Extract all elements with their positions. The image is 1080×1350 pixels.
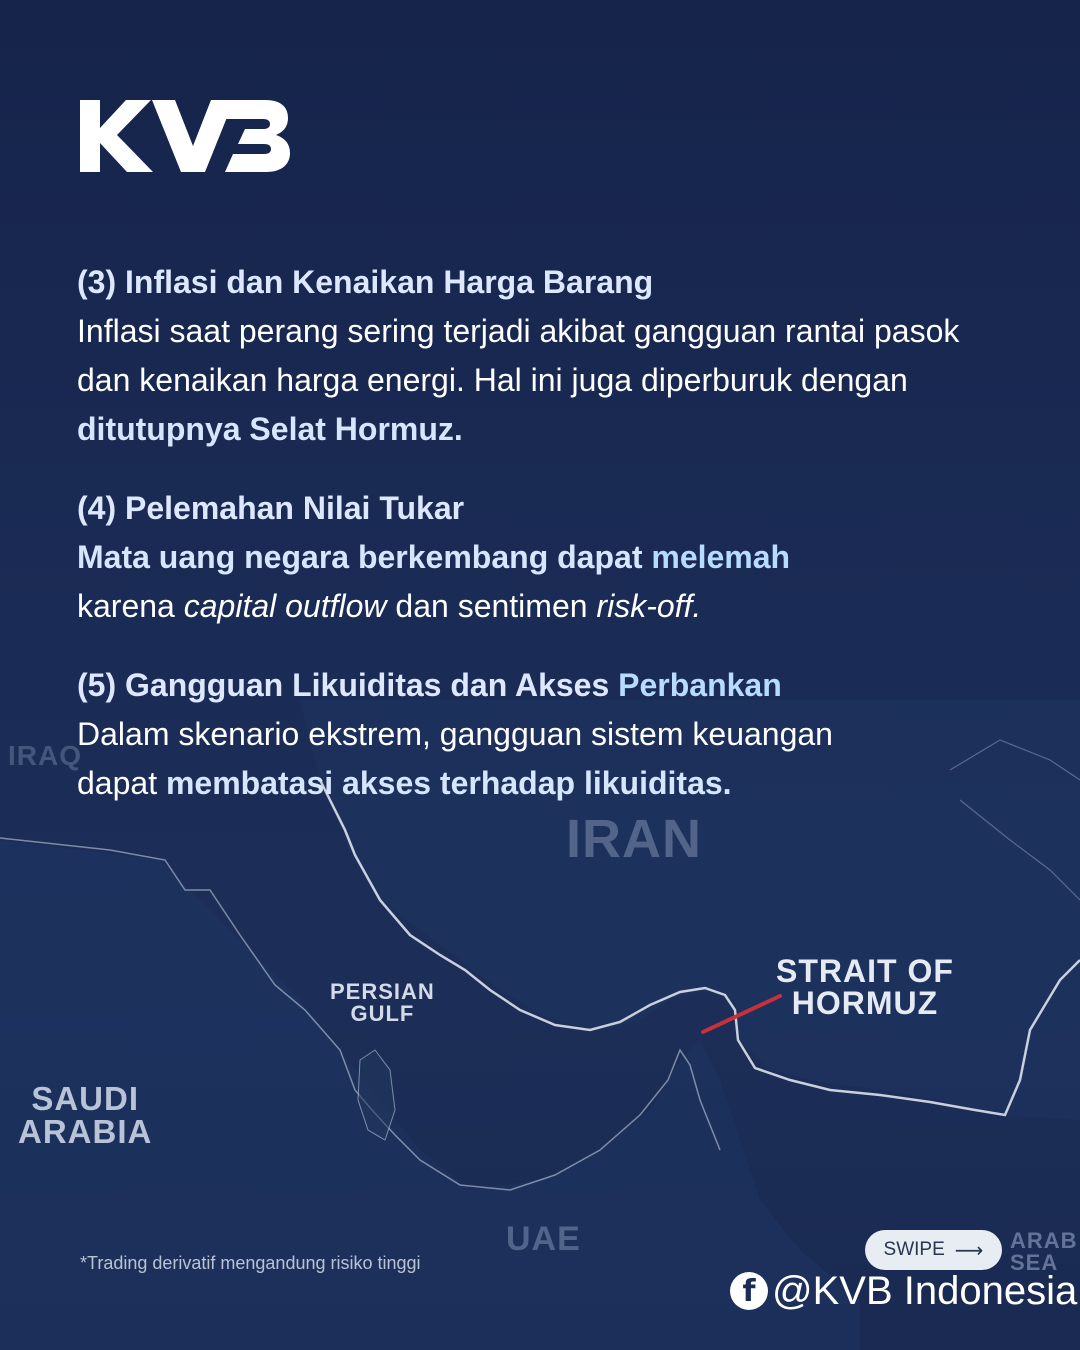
body-line: Inflasi saat perang sering terjadi akibat gangguan rantai pasok: [77, 313, 960, 349]
arrow-right-icon: ⟶: [954, 1239, 984, 1262]
swipe-label: SWIPE: [883, 1239, 945, 1260]
body-line: Dalam skenario ekstrem, gangguan sistem keuangan: [77, 716, 833, 752]
body-line: karena capital outflow dan sentimen risk-off.: [77, 588, 702, 624]
section-heading: (4) Pelemahan Nilai Tukar: [77, 490, 465, 526]
section-body: [77, 533, 997, 631]
map-label-saudi-arabia: SAUDI ARABIA: [18, 1080, 153, 1150]
body-bold-line: Mata uang negara berkembang dapat melemah: [77, 539, 791, 575]
section-body: [77, 307, 997, 454]
section-exchange-rate: [77, 484, 997, 631]
map-label-arab-sea: ARAB SEA: [1010, 1228, 1078, 1275]
map-label-iraq: IRAQ: [8, 740, 82, 771]
map-label-uae: UAE: [506, 1220, 581, 1258]
kvb-logo: [80, 100, 290, 172]
map-label-iran: IRAN: [566, 809, 702, 869]
section-heading: (5) Gangguan Likuiditas dan Akses Perbankan: [77, 667, 782, 703]
section-inflation: [77, 258, 997, 454]
social-handle[interactable]: [730, 1266, 1077, 1316]
map-label-persian-gulf: PERSIAN GULF: [330, 979, 435, 1026]
facebook-icon: f: [730, 1272, 768, 1310]
section-liquidity: [77, 661, 997, 808]
body-bold-line: ditutupnya Selat Hormuz.: [77, 411, 463, 447]
section-heading: (3) Inflasi dan Kenaikan Harga Barang: [77, 264, 654, 300]
main-content: [77, 258, 997, 838]
body-line: dapat membatasi akses terhadap likuiditas.: [77, 765, 732, 801]
social-handle-text: @KVB Indonesia: [772, 1268, 1078, 1313]
map-label-strait-of-hormuz: STRAIT OF HORMUZ: [776, 953, 954, 1021]
risk-disclaimer: *Trading derivatif mengandung risiko tinggi: [80, 1253, 421, 1273]
body-line: dan kenaikan harga energi. Hal ini juga diperburuk dengan: [77, 362, 908, 398]
section-body: [77, 710, 997, 808]
swipe-button[interactable]: [865, 1230, 1002, 1270]
